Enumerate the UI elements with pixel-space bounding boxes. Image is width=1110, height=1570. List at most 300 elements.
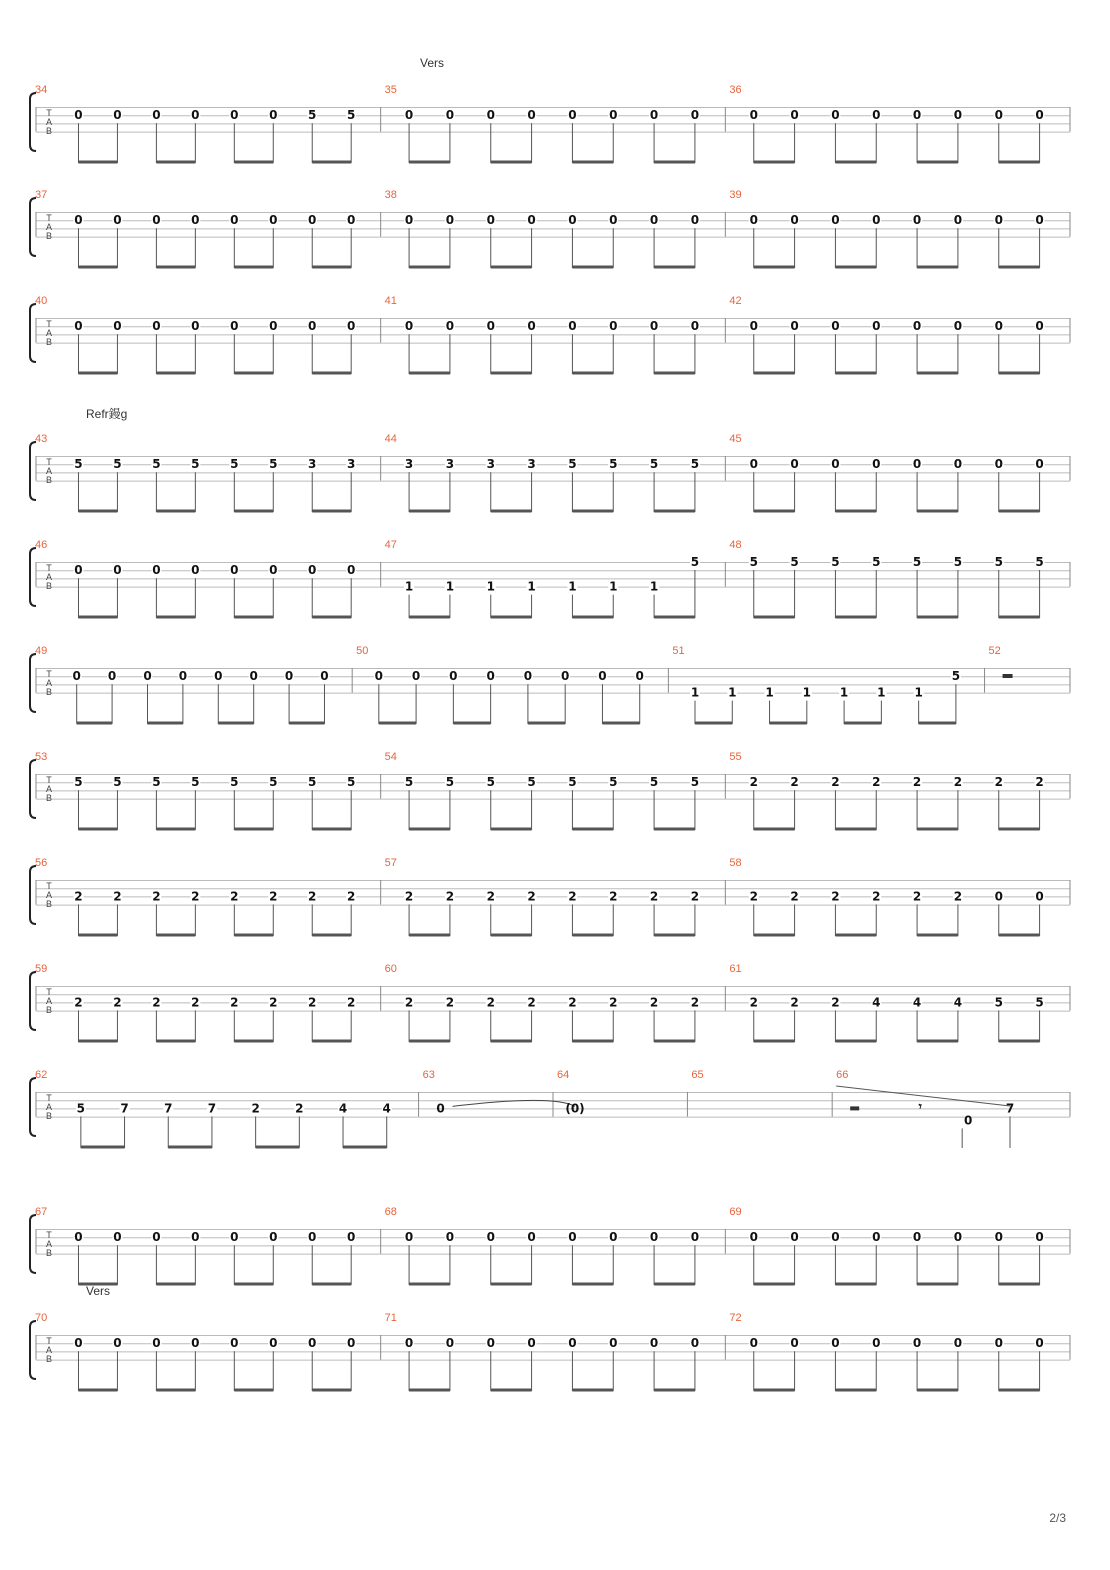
tab-clef-letter: B	[45, 793, 53, 803]
fret-number: 4	[912, 995, 922, 1010]
fret-number: 0	[790, 1230, 799, 1245]
fret-number: 0	[912, 319, 922, 334]
fret-number: 5	[749, 555, 758, 569]
fret-number: 0	[436, 1101, 445, 1116]
fret-number: 0	[308, 319, 317, 334]
fret-number: 0	[74, 1230, 83, 1245]
tab-clef-letter: B	[45, 1005, 53, 1015]
fret-number: 2	[872, 889, 881, 904]
bar-number: 65	[691, 1069, 704, 1081]
bar-number: 35	[384, 84, 397, 96]
bar-number: 57	[384, 857, 397, 869]
fret-number: 3	[347, 457, 356, 472]
fret-number: 2	[649, 889, 659, 904]
fret-number: 0	[912, 1230, 922, 1245]
bar-number: 64	[557, 1069, 570, 1081]
fret-number: 2	[347, 995, 356, 1010]
eighth-rest: 𝄾	[918, 1099, 922, 1114]
fret-number: 2	[527, 995, 536, 1010]
fret-number: 0	[609, 1336, 618, 1351]
fret-number: 0	[690, 319, 700, 334]
bar-number: 48	[729, 539, 742, 551]
fret-number: 5	[113, 775, 122, 790]
fret-number: 0	[113, 563, 122, 578]
fret-number: 0	[152, 1230, 161, 1245]
bar-number: 51	[672, 645, 685, 657]
fret-number: 0	[994, 1230, 1003, 1245]
tab-clef-letter: A	[45, 328, 53, 338]
fret-number: 2	[690, 889, 700, 904]
fret-number: 4	[953, 995, 963, 1010]
tab-clef-letter: A	[45, 784, 53, 794]
tab-clef-letter: A	[45, 222, 53, 232]
bar-number: 62	[35, 1069, 48, 1081]
fret-number: 0	[1035, 889, 1044, 904]
fret-number: 2	[609, 889, 618, 904]
fret-number: 0	[269, 1336, 278, 1351]
fret-number: 0	[191, 563, 200, 578]
fret-number: 2	[486, 889, 495, 904]
fret-number: 1	[486, 579, 495, 594]
fret-number: 1	[690, 685, 700, 700]
fret-number: 0	[953, 213, 963, 228]
fret-number: 0	[191, 1336, 200, 1351]
fret-number: 1	[445, 579, 455, 594]
fret-number: 2	[912, 775, 922, 790]
fret-number: 0	[113, 213, 122, 228]
tab-clef-letter: B	[45, 1248, 53, 1258]
fret-number: 7	[207, 1101, 217, 1116]
fret-number: 0	[178, 669, 188, 684]
fret-number: 0	[994, 457, 1003, 472]
fret-number: 0	[994, 319, 1003, 334]
fret-number: 0	[994, 1336, 1003, 1351]
fret-number: 2	[347, 889, 356, 904]
fret-number: 1	[877, 685, 886, 700]
section-label: Refr鏝g	[86, 407, 128, 421]
fret-number: 2	[790, 775, 799, 790]
fret-number: 0	[445, 319, 455, 334]
fret-number: 0	[994, 889, 1003, 904]
fret-number: 0	[74, 563, 83, 578]
bar-number: 49	[35, 645, 48, 657]
bar-number: 52	[988, 645, 1001, 657]
fret-number: 0	[872, 213, 881, 228]
fret-number: 2	[191, 995, 200, 1010]
bar-number: 34	[35, 84, 48, 96]
tie	[453, 1100, 575, 1106]
fret-number: 0	[404, 213, 414, 228]
fret-number: 0	[374, 669, 383, 684]
bar-number: 38	[384, 189, 397, 201]
fret-number: 2	[527, 889, 536, 904]
fret-number: 2	[152, 995, 161, 1010]
fret-number: 0	[347, 1230, 356, 1245]
fret-number: 0	[152, 563, 161, 578]
fret-number: 2	[568, 889, 577, 904]
bar-number: 60	[384, 963, 397, 975]
section-label: Vers	[86, 1284, 111, 1298]
fret-number: 1	[914, 685, 923, 700]
fret-number: 0	[152, 1336, 161, 1351]
fret-number: 5	[269, 457, 278, 472]
fret-number: 0	[953, 108, 963, 123]
fret-number: 0	[831, 319, 840, 334]
bar-number: 67	[35, 1206, 48, 1218]
fret-number: 5	[690, 555, 700, 569]
fret-number: 0	[568, 1336, 577, 1351]
bar-number: 42	[729, 295, 742, 307]
fret-number: 0	[152, 213, 161, 228]
fret-number: 0	[831, 108, 840, 123]
fret-number: 0	[1035, 1336, 1044, 1351]
fret-number: 5	[269, 775, 278, 790]
fret-number: 0	[113, 1336, 122, 1351]
fret-number: 0	[347, 319, 356, 334]
staff-brace	[30, 1078, 36, 1136]
bar-number: 63	[422, 1069, 435, 1081]
fret-number: 5	[445, 775, 455, 790]
fret-number: 5	[1035, 555, 1044, 569]
tab-clef-letter: A	[45, 572, 53, 582]
fret-number: 0	[230, 1230, 239, 1245]
fret-number: 0	[152, 319, 161, 334]
fret-number: 5	[912, 555, 922, 569]
tab-clef-letter: A	[45, 1239, 53, 1249]
tab-clef-letter: B	[45, 337, 53, 347]
tab-clef-letter: T	[46, 669, 52, 679]
fret-number: 2	[953, 889, 963, 904]
fret-number: 0	[790, 319, 799, 334]
fret-number: 0	[690, 1230, 700, 1245]
fret-number: 5	[527, 775, 536, 790]
fret-number: 5	[113, 457, 122, 472]
fret-number: 0	[74, 319, 83, 334]
fret-number: 2	[269, 889, 278, 904]
fret-number: 0	[486, 1336, 495, 1351]
fret-number: 5	[1035, 995, 1044, 1010]
fret-number: 0	[269, 213, 278, 228]
fret-number: 0	[1035, 108, 1044, 123]
fret-number: 0	[953, 457, 963, 472]
fret-number: 0	[790, 1336, 799, 1351]
fret-number: 0	[749, 213, 758, 228]
fret-number: 0	[347, 213, 356, 228]
fret-number: 2	[230, 889, 239, 904]
fret-number: 2	[269, 995, 278, 1010]
staff-brace	[30, 1215, 36, 1273]
fret-number: 5	[568, 775, 577, 790]
fret-number: 0	[486, 669, 495, 684]
fret-number: 5	[308, 108, 317, 123]
fret-number: 2	[912, 889, 922, 904]
fret-number: 0	[269, 1230, 278, 1245]
tab-clef-letter: A	[45, 1345, 53, 1355]
fret-number: 0	[230, 213, 239, 228]
fret-number: 5	[486, 775, 495, 790]
bar-number: 70	[35, 1312, 48, 1324]
fret-number: 0	[749, 457, 758, 472]
fret-number: 0	[912, 1336, 922, 1351]
fret-number: 5	[690, 775, 700, 790]
fret-number: 5	[649, 457, 659, 472]
fret-number: 0	[230, 319, 239, 334]
fret-number: 2	[994, 775, 1003, 790]
fret-number: 2	[113, 889, 122, 904]
fret-number: 2	[831, 889, 840, 904]
fret-number: 0	[527, 319, 536, 334]
bar-number: 68	[384, 1206, 397, 1218]
fret-number: 0	[269, 563, 278, 578]
fret-number: 0	[445, 213, 455, 228]
fret-number: 0	[831, 1230, 840, 1245]
fret-number: 2	[953, 775, 963, 790]
fret-number: 5	[609, 457, 618, 472]
fret-number: 5	[790, 555, 799, 569]
fret-number: 0	[568, 108, 577, 123]
fret-number: 2	[790, 995, 799, 1010]
fret-number: 5	[76, 1101, 86, 1116]
bar-number: 41	[384, 295, 397, 307]
fret-number: 2	[1035, 775, 1044, 790]
bar-number: 46	[35, 539, 48, 551]
fret-number: 2	[295, 1101, 304, 1116]
staff-brace	[30, 760, 36, 818]
fret-number: 5	[230, 457, 239, 472]
fret-number: 0	[649, 1230, 659, 1245]
fret-number: 5	[74, 775, 83, 790]
fret-number: 0	[749, 108, 758, 123]
bar-number: 55	[729, 751, 742, 763]
fret-number: 0	[831, 1336, 840, 1351]
staff-brace	[30, 93, 36, 151]
fret-number: 0	[191, 213, 200, 228]
bar-number: 59	[35, 963, 48, 975]
fret-number: 5	[308, 775, 317, 790]
fret-number: 5	[191, 775, 200, 790]
fret-number: 0	[1035, 457, 1044, 472]
fret-number: 4	[872, 995, 881, 1010]
fret-number: 3	[404, 457, 414, 472]
fret-number: 0	[107, 669, 117, 684]
fret-number: 0	[143, 669, 152, 684]
fret-number: 0	[690, 1336, 700, 1351]
bar-number: 69	[729, 1206, 742, 1218]
staff-brace	[30, 1321, 36, 1379]
fret-number: 0	[690, 108, 700, 123]
fret-number: 0	[445, 1230, 455, 1245]
fret-number: 0	[230, 108, 239, 123]
staff-brace	[30, 442, 36, 500]
fret-number: 5	[609, 775, 618, 790]
fret-number: 0	[749, 1230, 758, 1245]
tab-clef-letter: B	[45, 1354, 53, 1364]
fret-number: 0	[404, 1336, 414, 1351]
fret-number: 0	[872, 1336, 881, 1351]
fret-number: 0	[831, 213, 840, 228]
tab-clef-letter: T	[46, 1230, 52, 1240]
fret-number: 0	[609, 108, 618, 123]
fret-number: 0	[284, 669, 294, 684]
staff-brace	[30, 866, 36, 924]
bar-number: 40	[35, 295, 48, 307]
bar-number: 54	[384, 751, 397, 763]
fret-number: 0	[649, 108, 659, 123]
bar-number: 66	[836, 1069, 849, 1081]
tab-clef-letter: B	[45, 126, 53, 136]
fret-number: 0	[486, 108, 495, 123]
bar-number: 53	[35, 751, 48, 763]
fret-number: 0	[404, 319, 414, 334]
fret-number: 2	[404, 889, 414, 904]
fret-number: 0	[347, 563, 356, 578]
fret-number: 0	[912, 108, 922, 123]
staff-brace	[30, 654, 36, 712]
fret-number: 1	[568, 579, 577, 594]
tab-clef-letter: T	[46, 881, 52, 891]
fret-number: 0	[527, 108, 536, 123]
fret-number: 0	[872, 457, 881, 472]
fret-number: 0	[527, 1336, 536, 1351]
fret-number: 0	[872, 108, 881, 123]
fret-number: 0	[912, 213, 922, 228]
fret-number: 0	[445, 1336, 455, 1351]
bar-number: 39	[729, 189, 742, 201]
tab-clef-letter: B	[45, 687, 53, 697]
fret-number: 0	[486, 213, 495, 228]
section-label: Vers	[420, 56, 445, 70]
fret-number: 2	[308, 995, 317, 1010]
fret-number: 0	[191, 1230, 200, 1245]
fret-number: 2	[74, 995, 83, 1010]
fret-number: 2	[152, 889, 161, 904]
fret-number: 2	[749, 775, 758, 790]
fret-number: 2	[831, 995, 840, 1010]
fret-number: 5	[649, 775, 659, 790]
fret-number: 4	[338, 1101, 348, 1116]
fret-number: 0	[308, 1230, 317, 1245]
fret-number: 2	[74, 889, 83, 904]
fret-number: 0	[912, 457, 922, 472]
staff-brace	[30, 304, 36, 362]
half-rest	[850, 1106, 859, 1110]
fret-number: 0	[249, 669, 258, 684]
fret-number: 0	[404, 108, 414, 123]
fret-number: 0	[74, 108, 83, 123]
fret-number: 0	[953, 319, 963, 334]
fret-number: 0	[347, 1336, 356, 1351]
fret-number: 5	[347, 775, 356, 790]
fret-number: 0	[411, 669, 421, 684]
tab-clef-letter: A	[45, 678, 53, 688]
fret-number: 0	[74, 213, 83, 228]
tab-clef-letter: T	[46, 457, 52, 467]
fret-number: 2	[308, 889, 317, 904]
fret-number: 0	[790, 457, 799, 472]
fret-number: 5	[152, 457, 161, 472]
fret-number: 5	[568, 457, 577, 472]
fret-number: 1	[765, 685, 774, 700]
fret-number: 2	[404, 995, 414, 1010]
fret-number: 2	[831, 775, 840, 790]
bar-number: 36	[729, 84, 742, 96]
bar-number: 47	[384, 539, 397, 551]
fret-number: 0	[308, 1336, 317, 1351]
fret-number: 0	[994, 213, 1003, 228]
fret-number: 2	[113, 995, 122, 1010]
fret-number: 0	[561, 669, 570, 684]
tab-clef-letter: A	[45, 1102, 53, 1112]
fret-number: 0	[953, 1230, 963, 1245]
staff-brace	[30, 198, 36, 256]
bar-number: 58	[729, 857, 742, 869]
fret-number: 5	[953, 555, 963, 569]
fret-number: 1	[728, 685, 737, 700]
tab-clef-letter: B	[45, 1111, 53, 1121]
fret-number: 0	[872, 319, 881, 334]
fret-number: 2	[872, 775, 881, 790]
fret-number: 2	[251, 1101, 260, 1116]
fret-number: 0	[308, 213, 317, 228]
fret-number: 3	[445, 457, 455, 472]
fret-number: 0	[649, 1336, 659, 1351]
fret-number: 0	[649, 213, 659, 228]
tab-clef-letter: A	[45, 890, 53, 900]
fret-number: 0	[308, 563, 317, 578]
fret-number: 0	[635, 669, 644, 684]
fret-number: 0	[831, 457, 840, 472]
fret-number: 0	[486, 319, 495, 334]
tab-clef-letter: B	[45, 899, 53, 909]
fret-number: 1	[527, 579, 536, 594]
bar-number: 43	[35, 433, 48, 445]
fret-number: 0	[598, 669, 607, 684]
tab-clef-letter: A	[45, 117, 53, 127]
whole-rest	[1003, 674, 1013, 678]
fret-number: 2	[445, 995, 455, 1010]
fret-number: 7	[120, 1101, 129, 1116]
fret-number: 2	[649, 995, 659, 1010]
fret-number: 1	[609, 579, 618, 594]
fret-number: 0	[790, 213, 799, 228]
fret-number: 1	[839, 685, 849, 700]
fret-number: 5	[74, 457, 83, 472]
fret-number: 2	[486, 995, 495, 1010]
fret-number: 0	[72, 669, 81, 684]
fret-number: 3	[486, 457, 495, 472]
fret-number: 4	[382, 1101, 391, 1116]
fret-number: 0	[404, 1230, 414, 1245]
tab-clef-letter: B	[45, 231, 53, 241]
tab-clef-letter: T	[46, 1336, 52, 1346]
fret-number: 2	[609, 995, 618, 1010]
fret-number: 0	[152, 108, 161, 123]
fret-number: 1	[649, 579, 659, 594]
tab-clef-letter: T	[46, 1093, 52, 1103]
bar-number: 37	[35, 189, 48, 201]
tab-clef-letter: B	[45, 581, 53, 591]
fret-number: 0	[523, 669, 533, 684]
tab-clef-letter: A	[45, 466, 53, 476]
fret-number: 0	[191, 319, 200, 334]
fret-number: 1	[404, 579, 414, 594]
staff-brace	[30, 972, 36, 1030]
fret-number: 0	[320, 669, 329, 684]
tab-clef-letter: T	[46, 319, 52, 329]
fret-number: 2	[749, 889, 758, 904]
fret-number: 0	[649, 319, 659, 334]
fret-number: 0	[994, 108, 1003, 123]
